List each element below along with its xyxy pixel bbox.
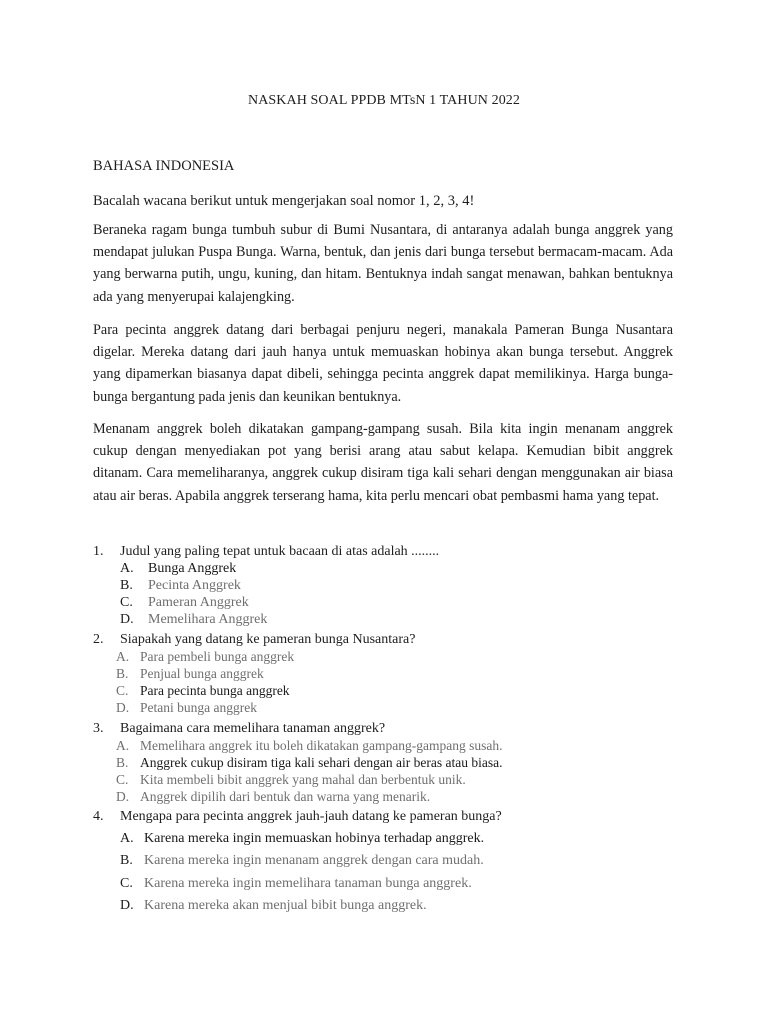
option-b xyxy=(93,754,693,771)
passage-paragraph-2: Para pecinta anggrek datang dari berbagai penjuru negeri, manakala Pameran Bunga Nusantara digelar. Mereka datang dari jauh hanya untuk memuaskan hobinya akan bunga tersebut. Anggrek yang dipamerkan biasanya dapat dibeli, sehingga pecinta anggrek dapat memilikinya. Harga bunga-bunga bergantung pada jenis dan keunikan bentuknya. xyxy=(93,322,673,405)
question-number: 4. xyxy=(93,809,104,824)
option-letter: A. xyxy=(120,561,134,576)
option-text: Anggrek dipilih dari bentuk dan warna yang menarik. xyxy=(140,789,431,804)
option-letter: C. xyxy=(116,772,129,787)
option-a xyxy=(93,828,693,850)
option-a xyxy=(93,737,693,754)
instruction-text: Bacalah wacana berikut untuk mengerjakan soal nomor 1, 2, 3, 4! xyxy=(93,193,475,209)
option-d xyxy=(93,895,693,917)
option-c xyxy=(93,873,693,895)
option-letter: B. xyxy=(116,755,129,770)
question-2 xyxy=(93,631,693,716)
option-letter: C. xyxy=(120,595,133,610)
option-a xyxy=(93,648,693,665)
subject-heading: BAHASA INDONESIA xyxy=(93,158,235,174)
option-text: Pameran Anggrek xyxy=(148,595,249,610)
page-title: NASKAH SOAL PPDB MTsN 1 TAHUN 2022 xyxy=(248,93,520,108)
question-text: Mengapa para pecinta anggrek jauh-jauh datang ke pameran bunga? xyxy=(120,809,502,824)
option-c xyxy=(93,771,693,788)
question-number: 2. xyxy=(93,632,104,647)
question-text: Judul yang paling tepat untuk bacaan di atas adalah ........ xyxy=(120,544,440,559)
option-letter: A. xyxy=(120,831,134,846)
option-letter: A. xyxy=(116,738,130,753)
question-1 xyxy=(93,543,693,628)
option-letter: B. xyxy=(116,666,129,681)
option-letter: A. xyxy=(116,649,130,664)
option-text: Karena mereka akan menjual bibit bunga anggrek. xyxy=(144,897,427,913)
option-letter: D. xyxy=(120,897,134,913)
option-letter: D. xyxy=(120,612,134,627)
option-text: Karena mereka ingin menanam anggrek dengan cara mudah. xyxy=(144,853,484,869)
option-d xyxy=(93,788,693,805)
option-letter: D. xyxy=(116,700,130,715)
option-b xyxy=(93,665,693,682)
option-text: Para pembeli bunga anggrek xyxy=(140,649,295,664)
option-text: Bunga Anggrek xyxy=(148,561,237,576)
question-number: 1. xyxy=(93,544,104,559)
option-text: Kita membeli bibit anggrek yang mahal dan berbentuk unik. xyxy=(140,772,466,787)
question-text: Siapakah yang datang ke pameran bunga Nusantara? xyxy=(120,632,416,647)
question-text: Bagaimana cara memelihara tanaman anggrek? xyxy=(120,721,386,736)
option-text: Anggrek cukup disiram tiga kali sehari dengan air beras atau biasa. xyxy=(140,755,503,770)
option-text: Memelihara anggrek itu boleh dikatakan gampang-gampang susah. xyxy=(140,738,503,753)
option-text: Karena mereka ingin memuaskan hobinya terhadap anggrek. xyxy=(144,831,485,846)
option-letter: B. xyxy=(120,578,133,593)
option-text: Penjual bunga anggrek xyxy=(140,666,264,681)
passage-paragraph-3: Menanam anggrek boleh dikatakan gampang-gampang susah. Bila kita ingin menanam anggrek cukup dengan menyediakan pot yang berisi arang atau sabut kelapa. Kemudian bibit anggrek ditanam. Cara memeliharanya, anggrek cukup disiram tiga kali sehari dengan menggunakan air biasa atau air beras. Apabila anggrek terserang hama, kita perlu mencari obat pembasmi hama yang tepat. xyxy=(93,421,673,504)
option-letter: D. xyxy=(116,789,130,804)
option-letter: C. xyxy=(120,875,133,891)
option-b xyxy=(93,577,693,594)
option-letter: C. xyxy=(116,683,129,698)
option-b xyxy=(93,850,693,872)
option-text: Pecinta Anggrek xyxy=(148,578,241,593)
option-d xyxy=(93,611,693,628)
option-c xyxy=(93,594,693,611)
question-number: 3. xyxy=(93,721,104,736)
option-letter: B. xyxy=(120,853,133,869)
question-4 xyxy=(93,808,693,917)
option-text: Petani bunga anggrek xyxy=(140,700,257,715)
option-d xyxy=(93,699,693,716)
question-3 xyxy=(93,720,693,805)
option-text: Para pecinta bunga anggrek xyxy=(140,683,290,698)
option-text: Memelihara Anggrek xyxy=(148,612,268,627)
option-c xyxy=(93,682,693,699)
passage-paragraph-1: Beraneka ragam bunga tumbuh subur di Bumi Nusantara, di antaranya adalah bunga anggrek yang mendapat julukan Puspa Bunga. Warna, bentuk, dan jenis dari bunga tersebut bermacam-macam. Ada yang berwarna putih, ungu, kuning, dan hitam. Bentuknya indah sangat menawan, bahkan bentuknya ada yang menyerupai kalajengking. xyxy=(93,222,673,305)
option-text: Karena mereka ingin memelihara tanaman bunga anggrek. xyxy=(144,875,472,891)
option-a xyxy=(93,560,693,577)
